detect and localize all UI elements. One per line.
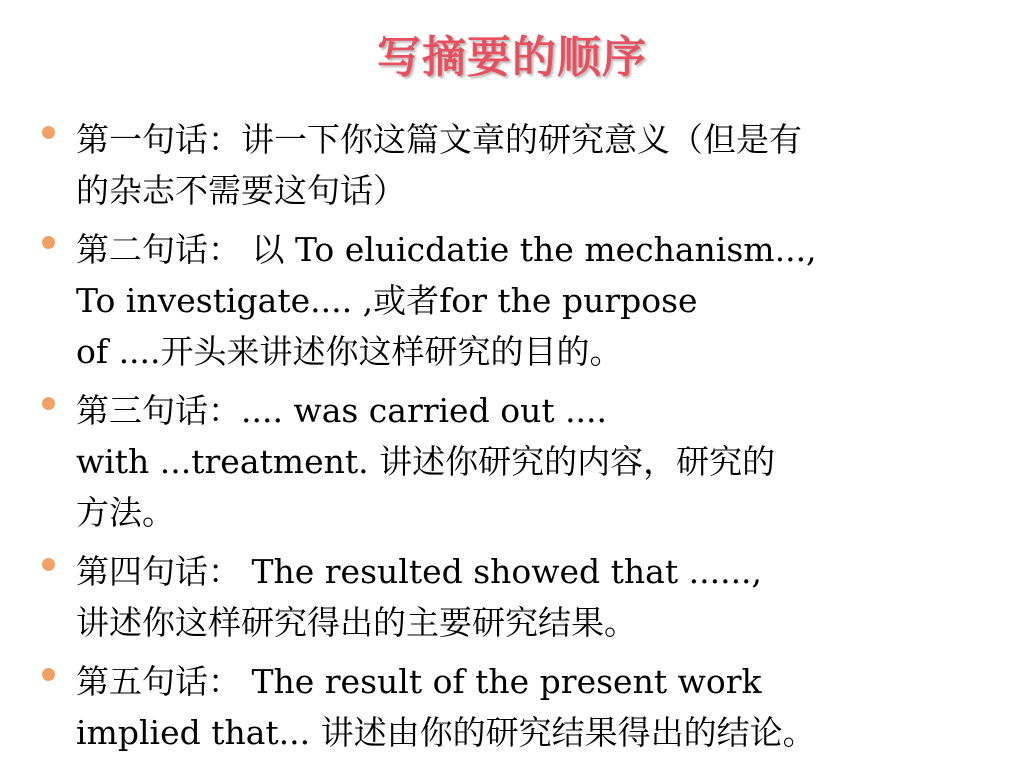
bullet-3-line-3: 方法。 <box>76 493 175 532</box>
bullet-dot-icon <box>42 236 55 249</box>
slide-title: 写摘要的顺序 <box>377 32 647 83</box>
bullet-2-line-2: To investigate.... ,或者for the purpose <box>76 281 698 320</box>
bullet-item-3 <box>40 385 1000 538</box>
bullet-3-line-1: 第三句话：.... was carried out .... <box>76 391 608 430</box>
bullet-dot-icon <box>42 558 55 571</box>
bullet-item-4 <box>40 546 1000 648</box>
bullet-4-line-2: 讲述你这样研究得出的主要研究结果。 <box>76 603 637 642</box>
bullet-dot-icon <box>42 397 55 410</box>
bullet-2-line-1: 第二句话： 以 To eluicdatie the mechanism..., <box>76 230 817 269</box>
bullet-5-line-2: implied that... 讲述由你的研究结果得出的结论。 <box>76 713 816 752</box>
bullet-5-line-1: 第五句话： The result of the present work <box>76 662 762 701</box>
bullet-list <box>40 114 1000 766</box>
bullet-3-line-2: with ...treatment. 讲述你研究的内容，研究的 <box>76 442 776 481</box>
bullet-dot-icon <box>42 668 55 681</box>
bullet-dot-icon <box>42 126 55 139</box>
bullet-2-line-3: of ....开头来讲述你这样研究的目的。 <box>76 332 623 371</box>
bullet-item-2 <box>40 224 1000 377</box>
bullet-1-line-1: 第一句话：讲一下你这篇文章的研究意义（但是有 <box>76 120 802 159</box>
bullet-item-1 <box>40 114 1000 216</box>
bullet-1-line-2: 的杂志不需要这句话） <box>76 171 406 210</box>
bullet-4-line-1: 第四句话： The resulted showed that ......, <box>76 552 763 591</box>
bullet-item-5 <box>40 656 1000 758</box>
